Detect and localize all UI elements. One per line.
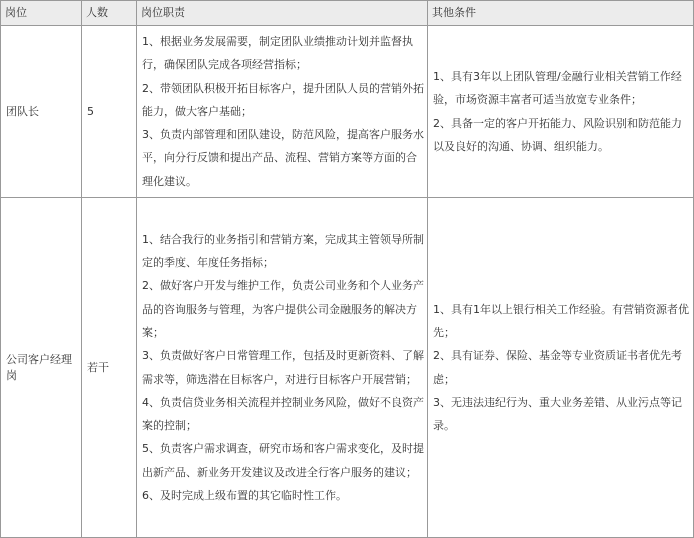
- condition-item: 2、具有证券、保险、基金等专业资质证书者优先考虑；: [433, 349, 682, 386]
- condition-item: 3、无违法违纪行为、重大业务差错、从业污点等记录。: [433, 395, 682, 433]
- header-duties: 岗位职责: [137, 1, 428, 26]
- count-cell: 5: [82, 26, 137, 198]
- conditions-cell: [428, 198, 694, 538]
- position-cell: 公司客户经理岗: [1, 198, 82, 538]
- duty-item: 1、根据业务发展需要，制定团队业绩推动计划并监督执行，确保团队完成各项经营指标；: [142, 34, 413, 72]
- header-conditions: 其他条件: [428, 1, 694, 26]
- duty-item: 1、结合我行的业务指引和营销方案，完成其主管领导所制定的季度、年度任务指标；: [142, 232, 424, 270]
- header-count: 人数: [82, 1, 137, 26]
- duty-item: 5、负责客户需求调查，研究市场和客户需求变化，及时提出新产品、新业务开发建议及改进全行客户服务的建议；: [142, 442, 424, 479]
- duties-cell: [137, 198, 428, 538]
- count-cell: 若干: [82, 198, 137, 538]
- duty-item: 6、及时完成上级布置的其它临时性工作。: [142, 488, 347, 502]
- condition-item: 1、具有1年以上银行相关工作经验。有营销资源者优先；: [433, 302, 689, 339]
- duties-cell: [137, 26, 428, 198]
- table-row: [1, 198, 694, 538]
- duty-item: 2、带领团队积极开拓目标客户，提升团队人员的营销外拓能力，做大客户基础；: [142, 81, 424, 118]
- duty-item: 2、做好客户开发与维护工作，负责公司业务和个人业务产品的咨询服务与管理，为客户提供公司金融服务的解决方案；: [142, 279, 424, 339]
- duty-item: 3、负责做好客户日常管理工作，包括及时更新资料、了解需求等，筛选潜在目标客户，对进行目标客户开展营销；: [142, 349, 424, 386]
- table-header-row: [1, 1, 694, 26]
- position-cell: 团队长: [1, 26, 82, 198]
- conditions-cell: [428, 26, 694, 198]
- table-row: [1, 26, 694, 198]
- condition-item: 1、具有3年以上团队管理/金融行业相关营销工作经验，市场资源丰富者可适当放宽专业条件；: [433, 69, 682, 107]
- condition-item: 2、具备一定的客户开拓能力、风险识别和防范能力以及良好的沟通、协调、组织能力。: [433, 116, 682, 153]
- duty-item: 3、负责内部管理和团队建设，防范风险，提高客户服务水平，向分行反馈和提出产品、流程、营销方案等方面的合理化建议。: [142, 128, 424, 188]
- duty-item: 4、负责信贷业务相关流程并控制业务风险，做好不良资产案的控制；: [142, 395, 424, 433]
- header-position: 岗位: [1, 1, 82, 26]
